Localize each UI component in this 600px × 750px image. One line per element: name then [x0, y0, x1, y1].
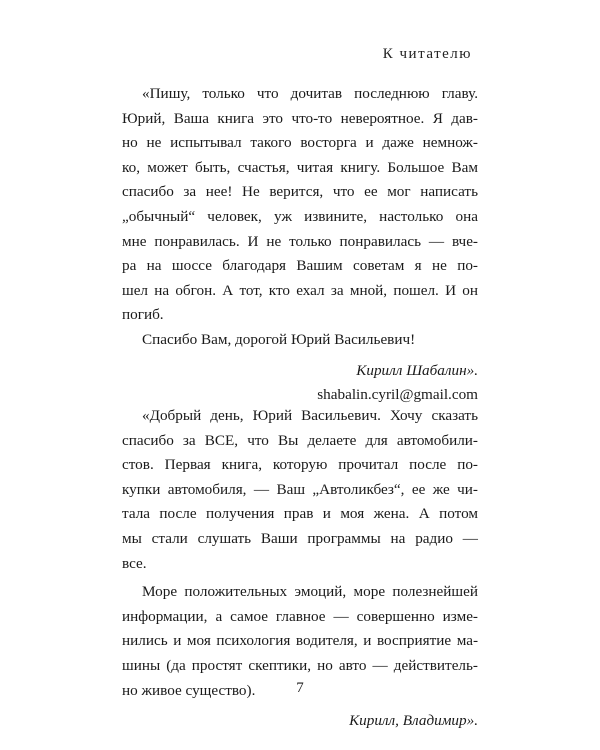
text-line: спасибо за нее! Не верится, что ее мог написать — [122, 183, 478, 201]
text-line: мы стали слушать Ваши программы на радио — — [122, 529, 478, 547]
text-line: «Пишу, только что дочитав последнюю главу. — [142, 85, 478, 102]
email-address: shabalin.cyril@gmail.com — [317, 386, 478, 404]
signature-kirill-shabalin: Кирилл Шабалин». — [356, 361, 478, 379]
letter-kirill-shabalin — [122, 82, 478, 408]
text-line: «Добрый день, Юрий Васильевич. Хочу сказать — [142, 407, 478, 424]
text-line: шел на обгон. А тот, кто ехал за мной, пошел. И он — [122, 281, 478, 299]
text-line: информации, а самое главное — совершенно изме- — [122, 607, 478, 625]
text-line: но живое существо). — [122, 681, 256, 699]
text-line: мне понравилась. И не только понравилась — вче- — [122, 232, 478, 250]
letter1-paragraph1 — [122, 82, 478, 328]
running-head: К читателю — [382, 46, 472, 62]
text-line: купки автомобиля, — Ваш „Автоликбез“, ее же чи- — [122, 480, 478, 498]
text-line: погиб. — [122, 306, 164, 324]
letter2-paragraph1 — [122, 404, 478, 576]
text-line: Юрий, Ваша книга это что-то невероятное. Я дав- — [122, 109, 478, 127]
text-line: тала после получения прав и моя жена. А потом — [122, 505, 478, 523]
text-line: Спасибо Вам, дорогой Юрий Васильевич! — [142, 330, 416, 348]
text-line: шины (да простят скептики, но авто — действитель- — [122, 656, 478, 674]
text-line: стов. Первая книга, которую прочитал после по- — [122, 456, 478, 474]
text-line: ра на шоссе благодаря Вашим советам я не по- — [122, 257, 478, 275]
text-line: нились и моя психология водителя, и восприятие ма- — [122, 632, 478, 650]
text-line: все. — [122, 554, 147, 572]
text-line: но не испытывал такого восторга и даже немнож- — [122, 134, 478, 152]
letter1-paragraph2 — [122, 328, 478, 353]
text-line: Море положительных эмоций, море полезнейшей — [142, 583, 478, 601]
signature-kirill-vladimir: Кирилл, Владимир». — [349, 712, 478, 730]
text-line: „обычный“ человек, уж извините, настолько она — [122, 207, 478, 225]
page-number: 7 — [296, 680, 304, 696]
text-line: ко, может быть, счастья, читая книгу. Большое Вам — [122, 158, 478, 176]
text-line: спасибо за ВСЕ, что Вы делаете для автомобили- — [122, 431, 478, 449]
